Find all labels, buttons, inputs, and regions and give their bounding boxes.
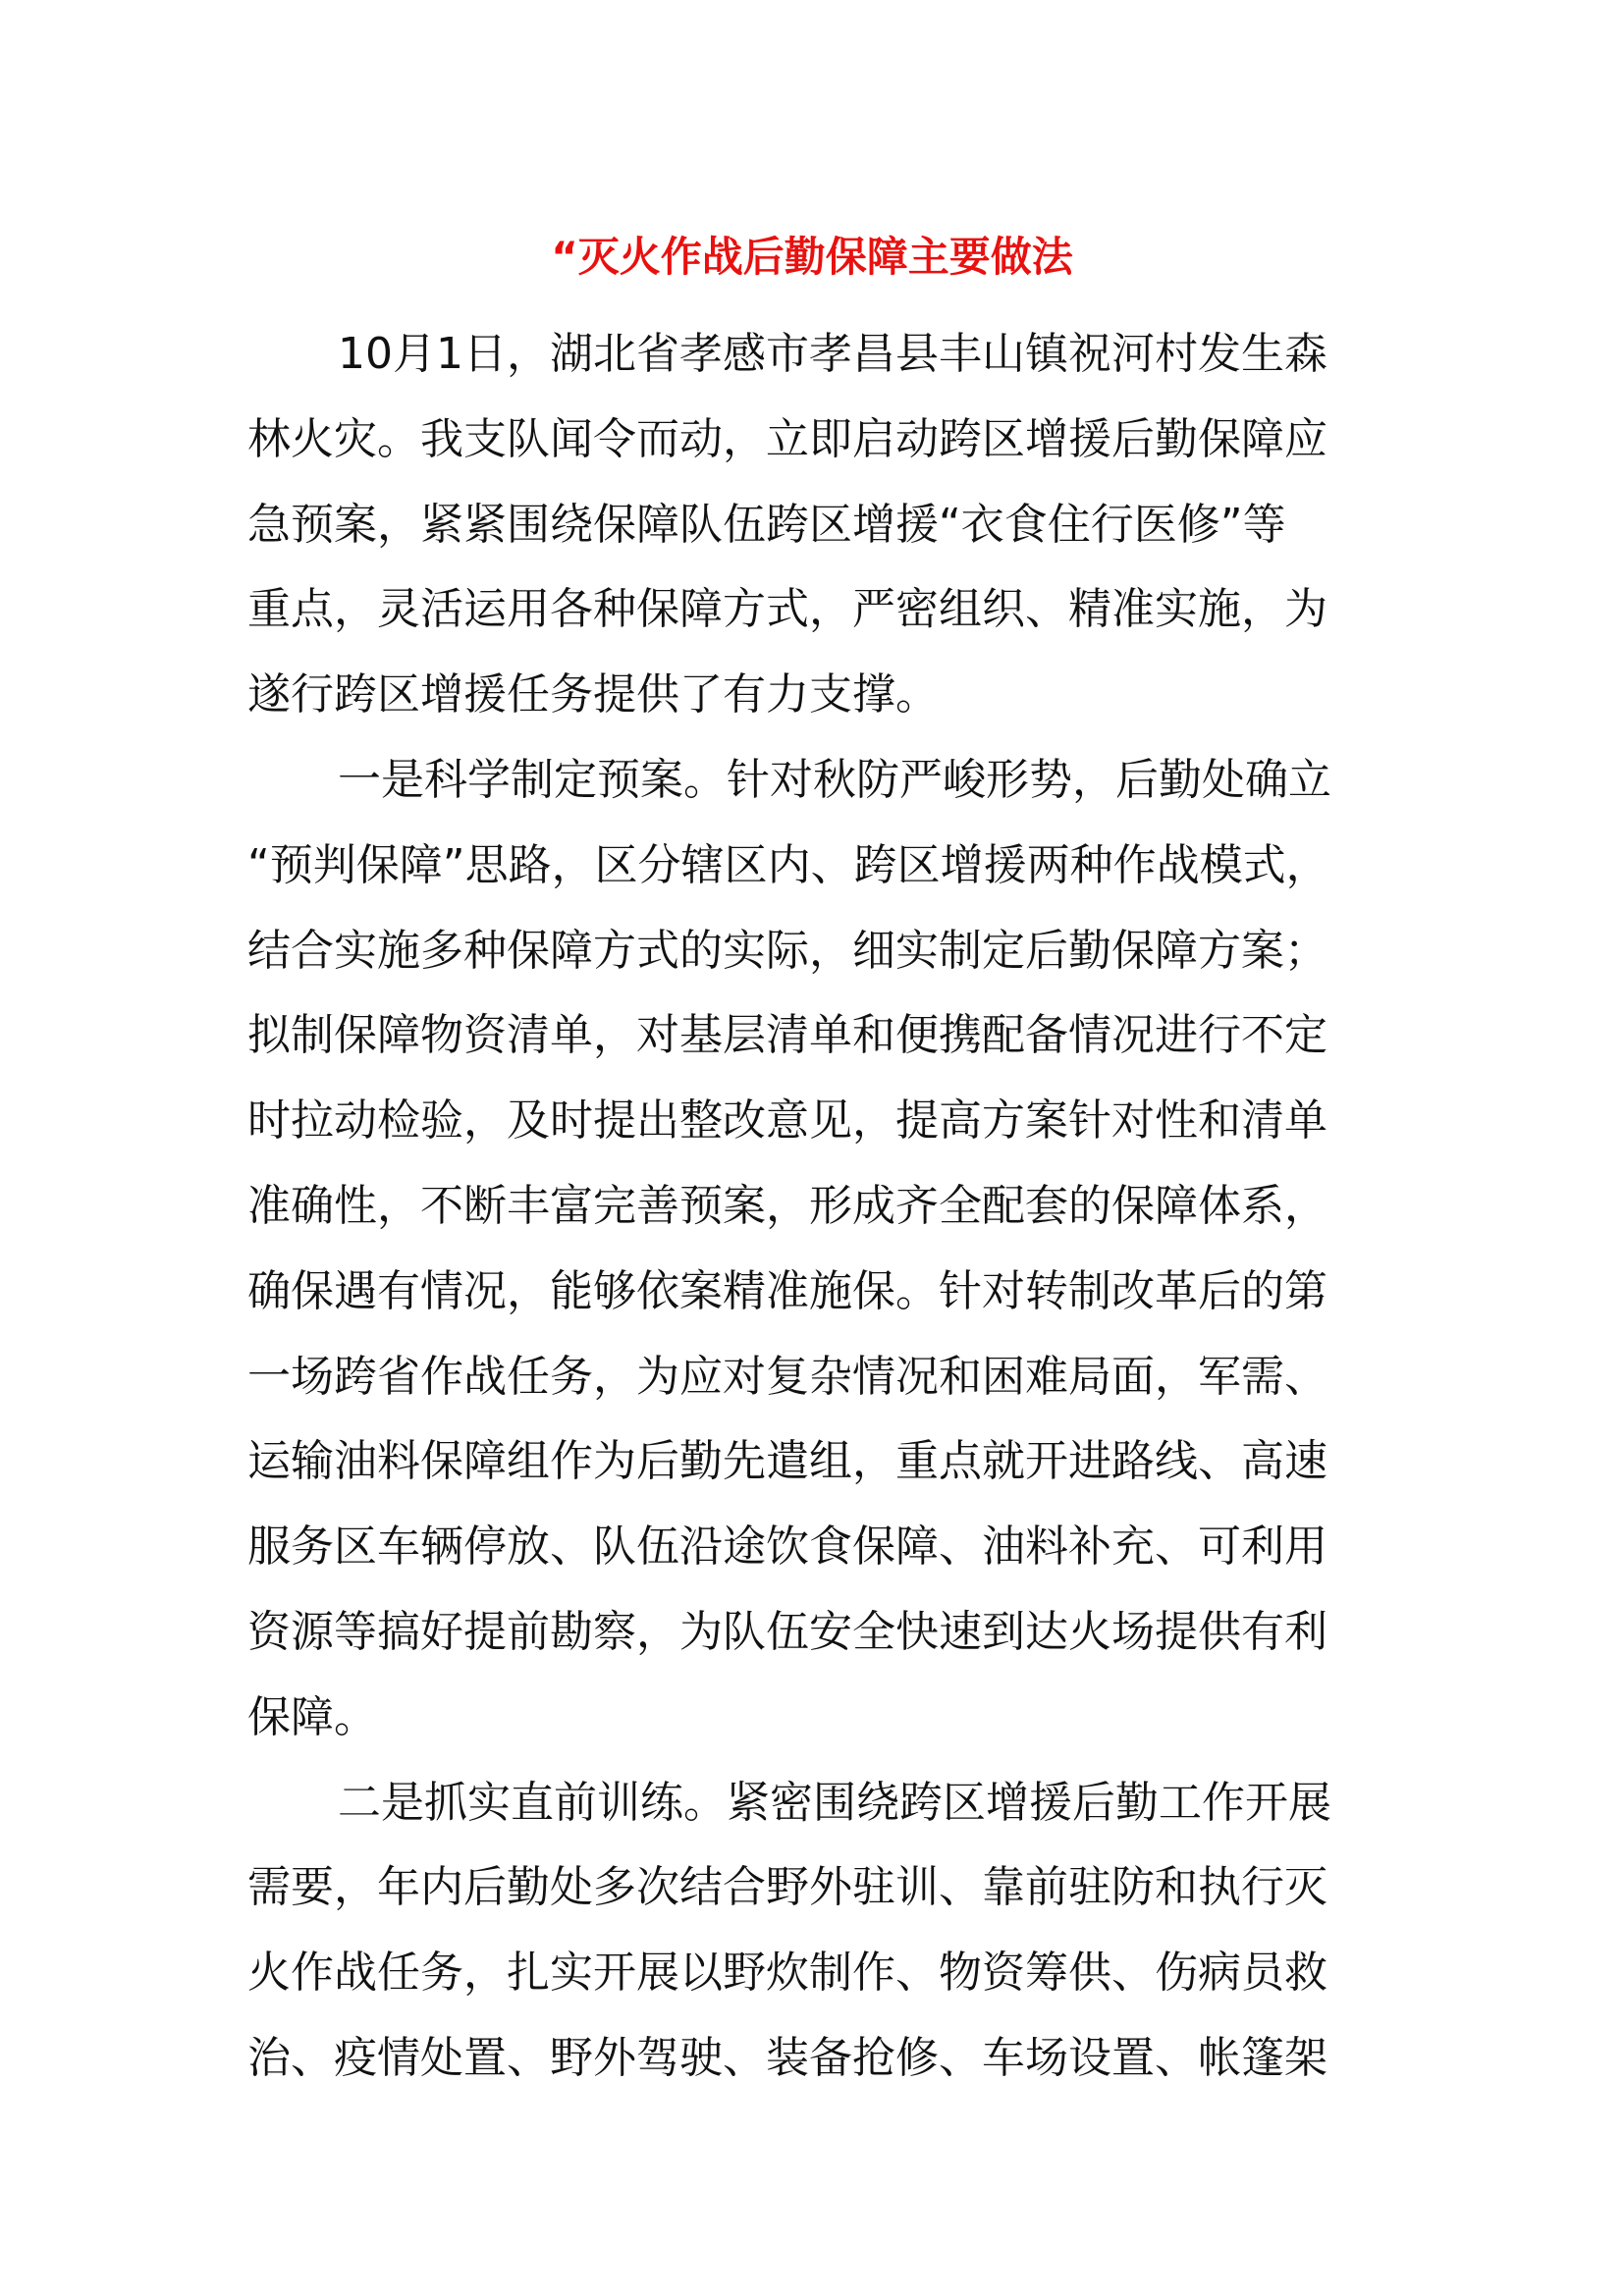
text-line: 一场跨省作战任务，为应对复杂情况和困难局面，军需、 xyxy=(247,1351,1327,1402)
text-line: 火作战任务，扎实开展以野炊制作、物资筹供、伤病员救 xyxy=(247,1948,1327,1999)
document-body xyxy=(247,312,1357,2102)
document-title: “灭火作战后勤保障主要做法 xyxy=(551,233,1073,281)
text-line: 需要，年内后勤处多次结合野外驻训、靠前驻防和执行灭 xyxy=(247,1862,1327,1913)
text-line: 治、疫情处置、野外驾驶、装备抢修、车场设置、帐篷架 xyxy=(247,2032,1327,2083)
text-line: 一是科学制定预案。针对秋防严峻形势，后勤处确立 xyxy=(338,754,1331,805)
text-line: 运输油料保障组作为后勤先遣组，重点就开进路线、高速 xyxy=(247,1436,1327,1487)
text-line: 资源等搞好提前勘察，为队伍安全快速到达火场提供有利 xyxy=(247,1606,1327,1657)
text-line: 二是抓实直前训练。紧密围绕跨区增援后勤工作开展 xyxy=(338,1777,1331,1828)
paragraph-plan xyxy=(247,738,1357,1761)
text-line: 林火灾。我支队闻令而动，立即启动跨区增援后勤保障应 xyxy=(247,413,1327,464)
text-line: 确保遇有情况，能够依案精准施保。针对转制改革后的第 xyxy=(247,1265,1327,1316)
text-line: 保障。 xyxy=(247,1691,377,1742)
text-line: 服务区车辆停放、队伍沿途饮食保障、油料补充、可利用 xyxy=(247,1522,1327,1573)
text-line: 10月1日，湖北省孝感市孝昌县丰山镇祝河村发生森 xyxy=(338,329,1327,379)
text-line: 拟制保障物资清单，对基层清单和便携配备情况进行不定 xyxy=(247,1010,1327,1061)
text-line: 时拉动检验，及时提出整改意见，提高方案针对性和清单 xyxy=(247,1095,1327,1147)
text-line: 结合实施多种保障方式的实际，细实制定后勤保障方案； xyxy=(247,925,1327,976)
text-line: “预判保障”思路，区分辖区内、跨区增援两种作战模式， xyxy=(247,839,1329,890)
text-line: 重点，灵活运用各种保障方式，严密组织、精准实施，为 xyxy=(247,584,1327,635)
paragraph-training xyxy=(247,1761,1357,2102)
text-line: 遂行跨区增援任务提供了有力支撑。 xyxy=(247,669,939,721)
paragraph-intro xyxy=(247,312,1357,738)
text-line: 急预案，紧紧围绕保障队伍跨区增援“衣食住行医修”等 xyxy=(247,499,1286,550)
text-line: 准确性，不断丰富完善预案，形成齐全配套的保障体系， xyxy=(247,1180,1327,1231)
